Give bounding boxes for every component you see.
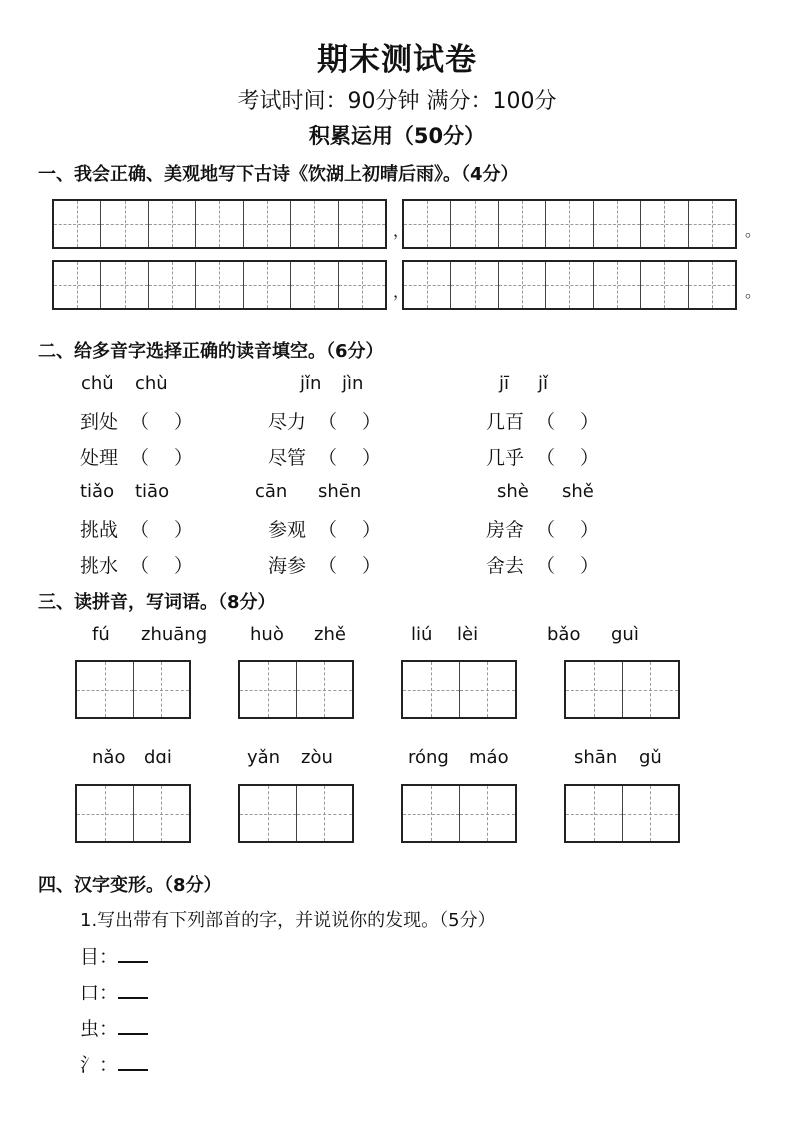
pinyin: róng <box>408 747 449 768</box>
question-1: 1.写出带有下列部首的字，并说说你的发现。（5分） <box>80 910 496 931</box>
answer-blank[interactable] <box>118 1051 148 1071</box>
comma-mark: ， <box>393 221 410 240</box>
radical-row <box>80 1014 148 1041</box>
answer-paren-open[interactable]: （ <box>318 555 338 577</box>
radical-row <box>80 978 148 1005</box>
word-box[interactable] <box>401 784 517 843</box>
pinyin: zòu <box>301 747 333 768</box>
pinyin: jī <box>499 373 510 394</box>
word: 处理 <box>80 447 119 469</box>
answer-paren-open[interactable]: （ <box>318 411 338 433</box>
poem-line-2-grid[interactable] <box>402 199 737 249</box>
answer-blank[interactable] <box>118 943 148 963</box>
pinyin: shè <box>497 481 529 502</box>
word-box[interactable] <box>401 660 517 719</box>
pinyin: máo <box>469 747 509 768</box>
pinyin: cān <box>255 481 288 502</box>
word-box[interactable] <box>75 784 191 843</box>
answer-blank[interactable] <box>118 979 148 999</box>
pinyin: gǔ <box>639 747 662 768</box>
word-box[interactable] <box>564 660 680 719</box>
word: 挑水 <box>80 555 119 577</box>
answer-paren-close: ） <box>580 519 600 541</box>
exam-info: 考试时间：90分钟 满分：100分 <box>237 89 557 114</box>
word: 尽管 <box>268 447 307 469</box>
answer-paren-open[interactable]: （ <box>130 555 150 577</box>
word-box[interactable] <box>75 660 191 719</box>
pinyin: dɑi <box>144 747 172 768</box>
answer-paren-open[interactable]: （ <box>130 519 150 541</box>
answer-paren-close: ） <box>580 555 600 577</box>
radical-label: 目： <box>80 946 119 968</box>
pinyin: chù <box>135 373 168 394</box>
word: 参观 <box>268 519 307 541</box>
word: 几百 <box>486 411 525 433</box>
radical-row <box>80 942 148 969</box>
pinyin: liú <box>411 624 433 645</box>
answer-paren-open[interactable]: （ <box>536 555 556 577</box>
word-box[interactable] <box>238 784 354 843</box>
answer-paren-open[interactable]: （ <box>318 519 338 541</box>
section-1-title: 一、我会正确、美观地写下古诗《饮湖上初晴后雨》。（4分） <box>38 164 519 185</box>
word: 海参 <box>268 555 307 577</box>
pinyin: yǎn <box>247 747 281 768</box>
answer-blank[interactable] <box>118 1015 148 1035</box>
answer-paren-close: ） <box>362 519 382 541</box>
pinyin: huò <box>250 624 284 645</box>
answer-paren-close: ） <box>362 411 382 433</box>
answer-paren-open[interactable]: （ <box>130 447 150 469</box>
pinyin: lèi <box>457 624 479 645</box>
pinyin: chǔ <box>81 373 114 394</box>
comma-mark: ， <box>393 282 410 301</box>
word: 尽力 <box>268 411 307 433</box>
word: 几乎 <box>486 447 525 469</box>
word: 房舍 <box>486 519 525 541</box>
section-4-title: 四、汉字变形。（8分） <box>38 875 222 896</box>
answer-paren-open[interactable]: （ <box>318 447 338 469</box>
pinyin: shēn <box>318 481 362 502</box>
pinyin: jǐn <box>300 373 322 394</box>
poem-line-1-grid[interactable] <box>52 199 387 249</box>
pinyin: fú <box>92 624 110 645</box>
answer-paren-open[interactable]: （ <box>536 447 556 469</box>
answer-paren-close: ） <box>174 411 194 433</box>
answer-paren-close: ） <box>580 447 600 469</box>
pinyin: zhě <box>314 624 346 645</box>
answer-paren-open[interactable]: （ <box>536 411 556 433</box>
word-box[interactable] <box>564 784 680 843</box>
part-title: 积累运用（50分） <box>308 124 486 148</box>
section-2-title: 二、给多音字选择正确的读音填空。（6分） <box>38 341 384 362</box>
pinyin: shān <box>574 747 618 768</box>
word: 挑战 <box>80 519 119 541</box>
word: 舍去 <box>486 555 525 577</box>
pinyin: zhuāng <box>141 624 208 645</box>
pinyin: nǎo <box>92 747 126 768</box>
answer-paren-close: ） <box>362 555 382 577</box>
section-3-title: 三、读拼音，写词语。（8分） <box>38 592 276 613</box>
radical-row <box>80 1050 148 1077</box>
answer-paren-open[interactable]: （ <box>130 411 150 433</box>
answer-paren-close: ） <box>362 447 382 469</box>
pinyin: jìn <box>342 373 364 394</box>
answer-paren-open[interactable]: （ <box>536 519 556 541</box>
radical-label: 氵： <box>80 1054 119 1076</box>
pinyin: guì <box>611 624 639 645</box>
answer-paren-close: ） <box>174 519 194 541</box>
pinyin: tiāo <box>135 481 170 502</box>
answer-paren-close: ） <box>174 555 194 577</box>
answer-paren-close: ） <box>174 447 194 469</box>
pinyin: tiǎo <box>80 481 115 502</box>
period-mark: 。 <box>745 221 762 240</box>
pinyin: bǎo <box>547 624 581 645</box>
word: 到处 <box>80 411 119 433</box>
poem-line-4-grid[interactable] <box>402 260 737 310</box>
radical-label: 口： <box>80 982 119 1004</box>
radical-label: 虫： <box>80 1018 119 1040</box>
page-title: 期末测试卷 <box>317 42 477 78</box>
period-mark: 。 <box>745 282 762 301</box>
pinyin: jǐ <box>538 373 549 394</box>
word-box[interactable] <box>238 660 354 719</box>
answer-paren-close: ） <box>580 411 600 433</box>
pinyin: shě <box>562 481 594 502</box>
poem-line-3-grid[interactable] <box>52 260 387 310</box>
